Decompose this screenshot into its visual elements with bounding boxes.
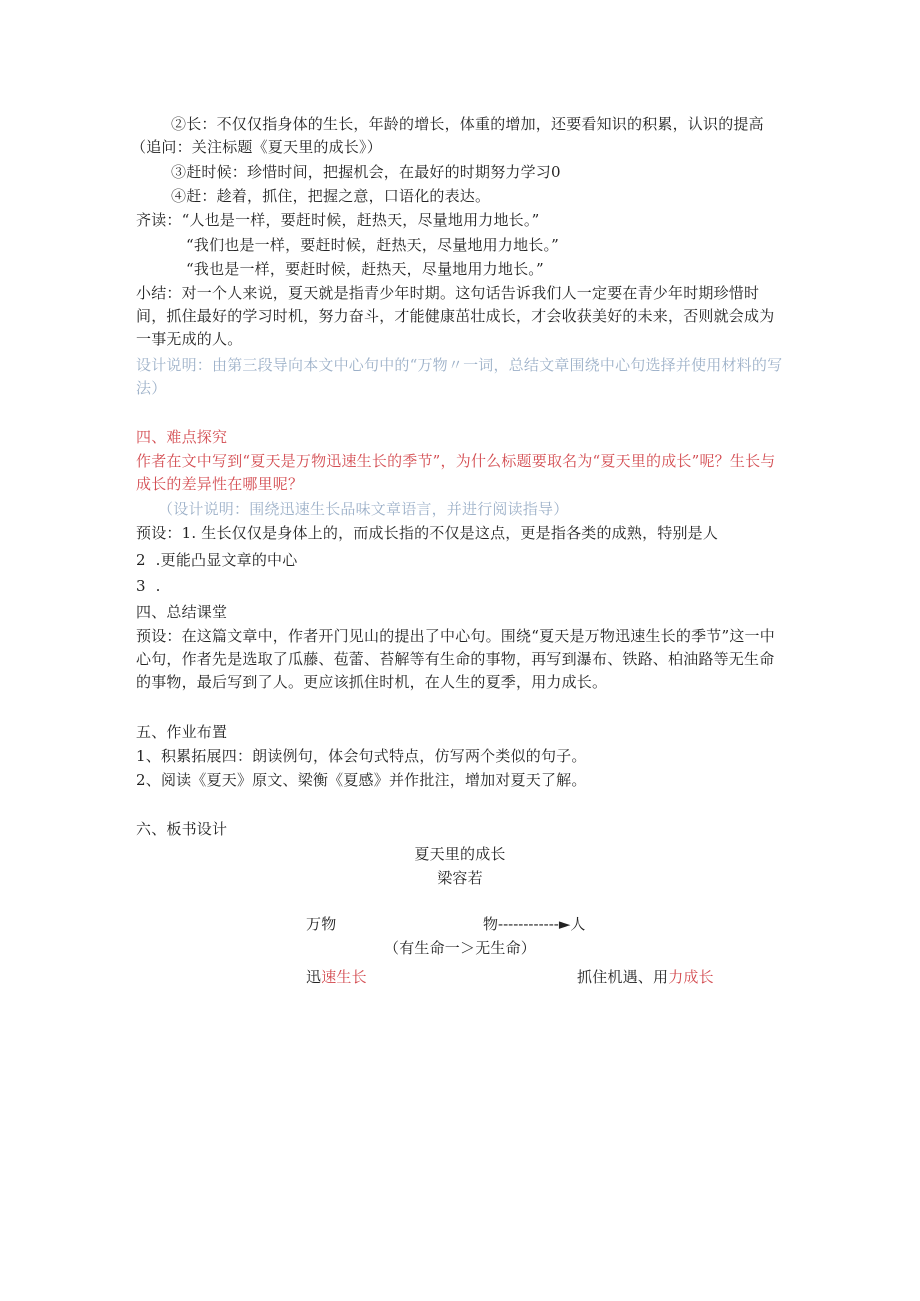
board-bottom-left <box>306 966 367 988</box>
board-bottom-right-a: 抓住机遇、用 <box>577 968 669 986</box>
section-4-title: 四、难点探究 <box>136 428 228 446</box>
preset-2-paragraph: 预设：在这篇文章中，作者开门见山的提出了中心句。围绕“夏天是万物迅速生长的季节”这一中心句，作者先是选取了瓜藤、苞蕾、苔解等有生命的事物，再写到瀑布、铁路、柏油路等无生命的事物，最后写到了人。更应该抓住时机，在人生的夏季，用力成长。 <box>136 627 775 691</box>
section-5-title: 五、作业布置 <box>136 723 228 741</box>
preset-1: 预设：1. 生长仅仅是身体上的，而成长指的不仅是这点，更是指各类的成熟，特别是人 <box>136 524 719 542</box>
board-right-label: 人 <box>570 915 586 933</box>
design-note-2: （设计说明：围绕迅速生长品味文章语言，并进行阅读指导） <box>158 500 569 518</box>
board-parenthetical: （有生命一＞无生命） <box>384 939 537 957</box>
read-aloud-line-1: 齐读：“人也是一样，要赶时候，赶热天，尽量地用力地长。” <box>136 211 540 229</box>
preset-item-2: 2 .更能凸显文章的中心 <box>136 551 298 569</box>
board-arrow-row <box>483 913 585 935</box>
homework-1: 1、积累拓展四：朗读例句，体会句式特点，仿写两个类似的句子。 <box>136 747 587 765</box>
board-bottom-right <box>577 966 714 988</box>
board-bottom-left-b: 速生长 <box>321 968 367 986</box>
board-left-label: 万物 <box>306 915 337 933</box>
point-2-line: ②长：不仅仅指身体的生长，年龄的增长，体重的增加，还要看知识的积累，认识的提高 <box>171 115 764 133</box>
point-4-line: ④赶：趁着，抓住，把握之意，口语化的表达。 <box>171 187 491 205</box>
difficulty-question: 作者在文中写到“夏天是万物迅速生长的季节”，为什么标题要取名为“夏天里的成长”呢？生长与成长的差异性在哪里呢？ <box>136 452 776 493</box>
section-6-title: 六、板书设计 <box>136 820 228 838</box>
section-4b-title: 四、总结课堂 <box>136 603 228 621</box>
read-aloud-line-2: “我们也是一样，要赶时候，赶热天，尽量地用力地长。” <box>186 236 560 254</box>
board-author: 梁容若 <box>437 869 483 887</box>
follow-up-question: （追问：关注标题《夏天里的成长》） <box>131 138 382 156</box>
board-bottom-left-a: 迅 <box>306 968 322 986</box>
arrow-icon: ------------► <box>498 915 571 933</box>
read-aloud-line-3: “我也是一样，要赶时候，赶热天，尽量地用力地长。” <box>186 260 544 278</box>
board-mid-label: 物 <box>483 915 499 933</box>
board-title: 夏天里的成长 <box>414 845 506 863</box>
homework-2: 2、阅读《夏天》原文、梁衡《夏感》并作批注，增加对夏天了解。 <box>136 771 587 789</box>
summary-paragraph: 小结：对一个人来说，夏天就是指青少年时期。这句话告诉我们人一定要在青少年时期珍惜时间，抓住最好的学习时机，努力奋斗，才能健康茁壮成长，才会收获美好的未来，否则就会成为一事无成的人。 <box>136 284 775 348</box>
preset-item-3: 3 . <box>136 577 161 595</box>
board-bottom-right-b: 力成长 <box>668 968 714 986</box>
design-note-1: 设计说明：由第三段导向本文中心句中的“万物〃一词，总结文章围绕中心句选择并使用材料的写法） <box>136 356 783 397</box>
point-3-line: ③赶时候：珍惜时间，把握机会，在最好的时期努力学习0 <box>171 163 561 181</box>
